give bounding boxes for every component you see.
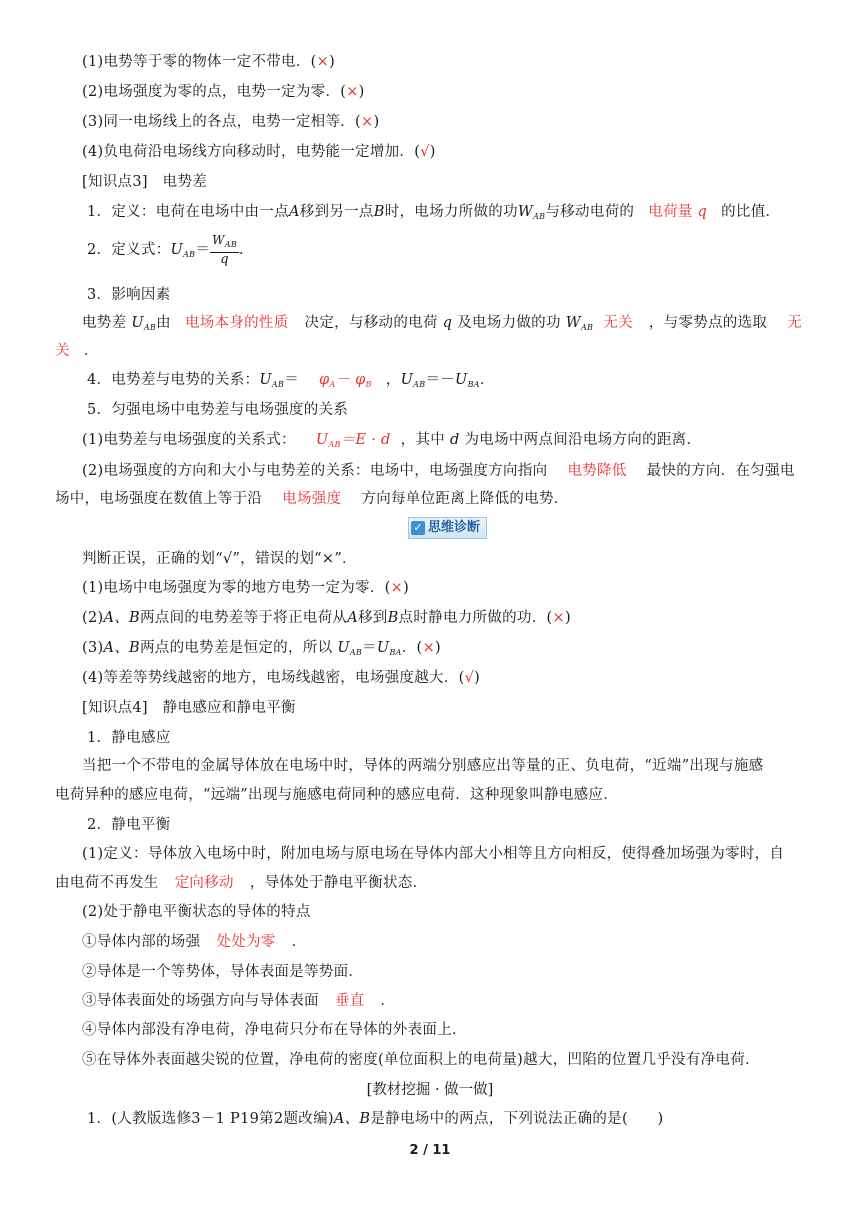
kp3-formula: 2．定义式：$U_{AB}=$ $\frac{W_{AB}}{q}$ ． [87, 233, 254, 267]
kp4-feature-3: ③导体表面处的场强方向与导体表面 垂直 ． [82, 993, 396, 1009]
judge-line-1: (1)电势等于零的物体一定不带电．(×) [82, 54, 336, 70]
judge2-line-2: (2)A、B两点间的电势差等于将正电荷从A移到B点时静电力所做的功．(×) [82, 610, 571, 626]
kp4-feature-1: ①导体内部的场强 处处为零 ． [82, 934, 307, 950]
kp4-para1-line1: 当把一个不带电的金属导体放在电场中时，导体的两端分别感应出等量的正、负电荷，“近端”出现与施感 [82, 758, 764, 774]
kp3-sub2-line2: 场中，电场强度在数值上等于沿 电场强度 方向每单位距离上降低的电势． [55, 491, 569, 507]
judge2-line-1: (1)电场中电场强度为零的地方电势一定为零．(×) [82, 580, 410, 596]
kp4-feature-2: ②导体是一个等势体，导体表面是等势面． [82, 964, 364, 980]
kp3-item5: 5．匀强电场中电势差与电场强度的关系 [87, 402, 349, 418]
judge2-line-4: (4)等差等势线越密的地方，电场线越密，电场强度越大．(√) [82, 670, 481, 686]
page-number: 2 / 11 [409, 1143, 451, 1158]
kp4-def-line1: (1)定义：导体放入电场中时，附加电场与原电场在导体内部大小相等且方向相反，使得叠加场强为零时，自 [82, 846, 785, 862]
kp3-influence-line1: 电势差 $U_{AB}$由 电场本身的性质 决定，与移动的电荷 q 及电场力做的功 $W_{AB}$ 无关 ，与零势点的选取 无 [82, 315, 803, 332]
judge-line-2: (2)电场强度为零的点，电势一定为零．(×) [82, 84, 365, 100]
textbook-question-1: 1．(人教版选修3－1 P19第2题改编)A、B是静电场中的两点，下列说法正确的是( ) [87, 1111, 664, 1127]
judge2-line-3: (3)A、B两点的电势差是恒定的，所以 $U_{AB}=U_{BA}$．(×) [82, 640, 441, 657]
kp4-feature-5: ⑤在导体外表面越尖锐的位置，净电荷的密度(单位面积上的电荷量)越大，凹陷的位置几乎没有净电荷． [82, 1052, 760, 1068]
kp4-def-line2: 由电荷不再发生 定向移动 ，导体处于静电平衡状态． [55, 875, 428, 891]
kp4-feature-4: ④导体内部没有净电荷，净电荷只分布在导体的外表面上． [82, 1022, 467, 1038]
kp4-item1: 1．静电感应 [87, 730, 171, 746]
kp3-sub1: (1)电势差与电场强度的关系式： $U_{AB}=E \cdot d$ ，其中 d 为电场中两点间沿电场方向的距离． [82, 432, 702, 449]
kp4-item2: 2．静电平衡 [87, 817, 171, 833]
kp3-heading: [知识点3] 电势差 [82, 174, 208, 190]
kp4-para1-line2: 电荷异种的感应电荷，“远端”出现与施感电荷同种的感应电荷．这种现象叫静电感应． [55, 787, 619, 803]
judge2-intro: 判断正误，正确的划“√”，错误的划“×”． [82, 551, 357, 567]
judge-line-4: (4)负电荷沿电场线方向移动时，电势能一定增加．(√) [82, 144, 436, 160]
kp3-relation: 4．电势差与电势的关系：$U_{AB}= \varphi_A- \varphi_B$ ，$U_{AB}=-U_{BA}$． [87, 372, 495, 389]
judge-line-3: (3)同一电场线上的各点，电势一定相等．(×) [82, 114, 380, 130]
textbook-heading: [教材挖掘 · 做一做] [366, 1082, 494, 1098]
formula-fraction: $\frac{W_{AB}}{q}$ [212, 233, 238, 267]
kp3-definition: 1．定义：电荷在电场中由一点A移到另一点B时，电场力所做的功$W_{AB}$与移动电荷的 电荷量 q 的比值． [87, 204, 781, 221]
kp3-sub2-line1: (2)电场强度的方向和大小与电势差的关系：电场中，电场强度方向指向 电势降低 最快的方向．在匀强电 [82, 463, 795, 479]
checkmark-icon: ✓ [411, 521, 425, 535]
kp3-influence-line2: 关 ． [55, 343, 99, 359]
kp3-item3: 3．影响因素 [87, 287, 171, 303]
thinking-diagnosis-badge: ✓ 思维诊断 [408, 517, 487, 539]
kp4-heading: [知识点4] 静电感应和静电平衡 [82, 700, 296, 716]
kp4-features-title: (2)处于静电平衡状态的导体的特点 [82, 904, 311, 920]
